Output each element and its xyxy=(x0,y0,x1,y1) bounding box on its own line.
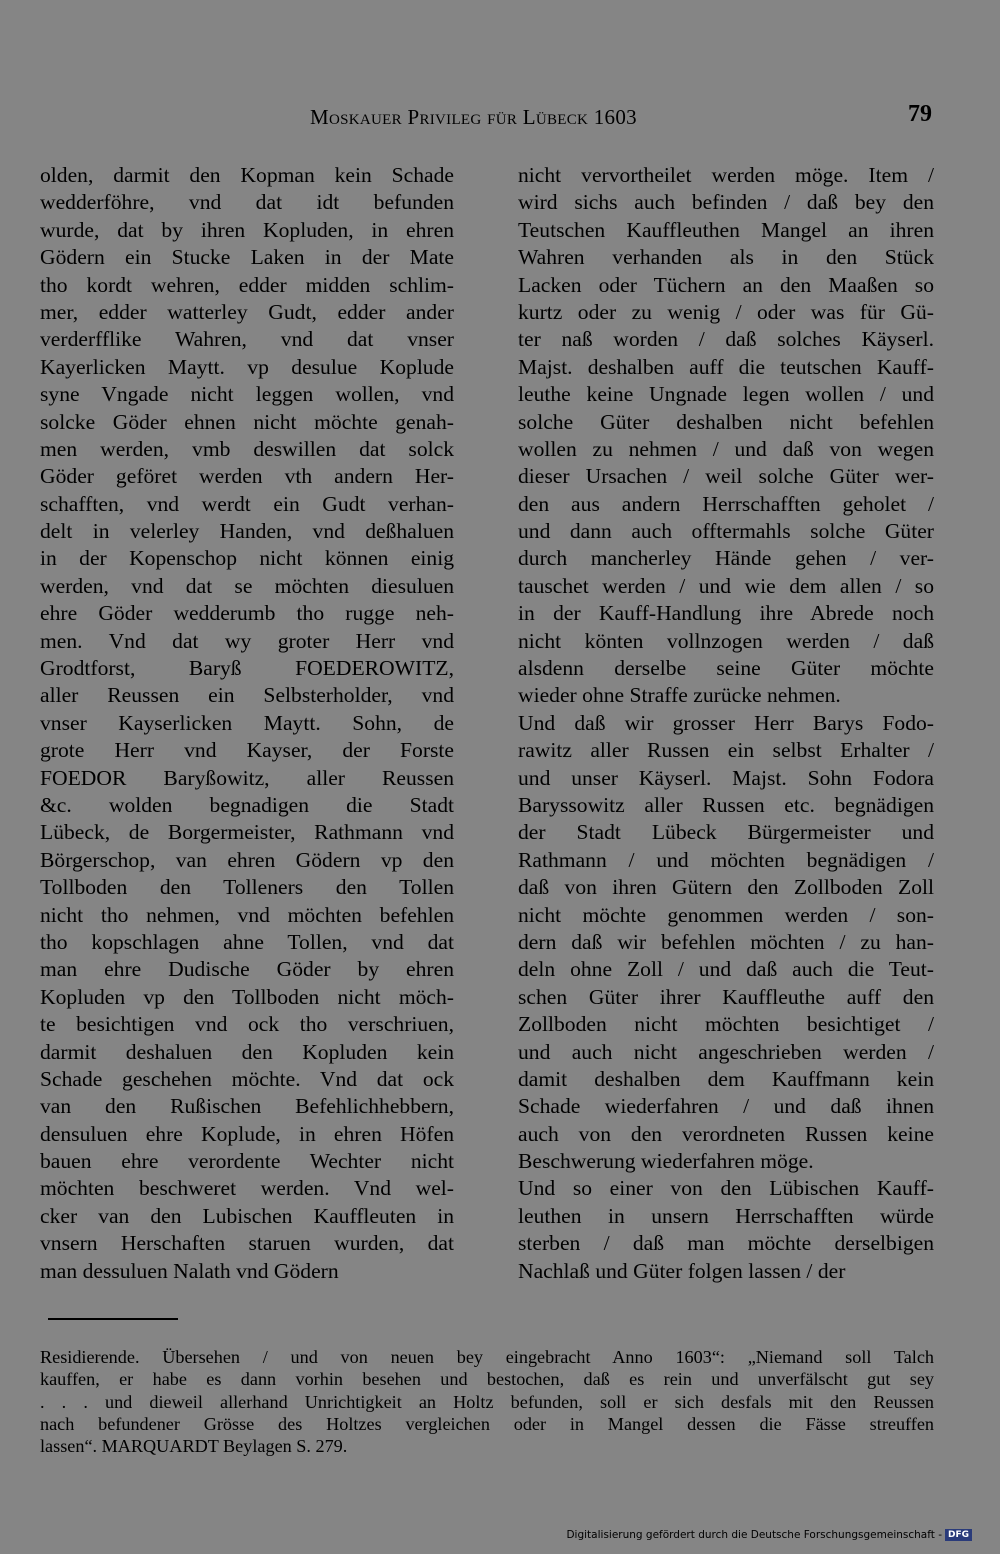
text-line: wird sichs auch befinden / daß bey den xyxy=(518,190,934,215)
text-line: solcke Göder ehnen nicht möchte genah- xyxy=(40,409,454,434)
text-line: daß von ihren Gütern den Zollboden Zoll xyxy=(518,875,934,900)
text-line: Wahren verhanden als in den Stück xyxy=(518,245,934,270)
text-line: und dann auch offtermahls solche Güter xyxy=(518,519,934,544)
text-line: wollen zu nehmen / und daß von wegen xyxy=(518,436,934,461)
text-line: Lacken oder Tüchern an den Maaßen so xyxy=(518,272,934,297)
text-line: aller Reussen ein Selbsterholder, vnd xyxy=(40,683,454,708)
text-line: van den Rußischen Befehlichhebbern, xyxy=(40,1094,454,1119)
text-line: in der Kauff-Handlung ihre Abrede noch xyxy=(518,601,934,626)
text-line: ter naß worden / daß solches Käyserl. xyxy=(518,327,934,352)
text-line: nicht möchte genommen werden / son- xyxy=(518,902,934,927)
text-line: man dessuluen Nalath vnd Gödern xyxy=(40,1258,339,1283)
text-line: deln ohne Zoll / und daß auch die Teut- xyxy=(518,957,934,982)
text-line: alsdenn derselbe seine Güter möchte xyxy=(518,656,934,681)
dfg-logo: DFG xyxy=(945,1529,972,1541)
text-line: und unser Käyserl. Majst. Sohn Fodora xyxy=(518,765,934,790)
text-line: kurtz oder zu wenig / oder was für Gü- xyxy=(518,299,934,324)
text-line: Und daß wir grosser Herr Barys Fodo- xyxy=(518,710,934,735)
text-line: wurde, dat by ihren Kopluden, in ehren xyxy=(40,217,454,242)
text-line: tauschet werden / und wie dem allen / so xyxy=(518,573,934,598)
text-line: olden, darmit den Kopman kein Schade xyxy=(40,163,454,187)
text-line: tho kopschlagen ahne Tollen, vnd dat xyxy=(40,929,454,954)
text-line: ehre Göder wedderumb tho rugge neh- xyxy=(40,601,454,626)
text-line: werden, vnd dat se möchten diesuluen xyxy=(40,573,454,598)
text-line: FOEDOR Baryßowitz, aller Reussen xyxy=(40,765,454,790)
footnote-line: nach befundener Grösse des Holtzes vergleichen oder in Mangel dessen die Fässe streuffen xyxy=(40,1413,934,1434)
text-line: Börgerschop, van ehren Gödern vp den xyxy=(40,847,454,872)
text-line: men werden, vmb deswillen dat solck xyxy=(40,436,454,461)
left-column xyxy=(40,162,454,1285)
text-line: Lübeck, de Borgermeister, Rathmann vnd xyxy=(40,820,454,845)
text-line: vnser Kayserlicken Maytt. Sohn, de xyxy=(40,710,454,735)
text-line: rawitz aller Russen ein selbst Erhalter / xyxy=(518,738,934,763)
text-line: densuluen ehre Koplude, in ehren Höfen xyxy=(40,1121,454,1146)
text-line: auch von den verordneten Russen keine xyxy=(518,1121,934,1146)
text-line: Tollboden den Tolleners den Tollen xyxy=(40,875,454,900)
text-line: Gödern ein Stucke Laken in der Mate xyxy=(40,245,454,270)
text-line: in der Kopenschop nicht können einig xyxy=(40,546,454,571)
text-line: leuthe keine Ungnade legen wollen / und xyxy=(518,382,934,407)
text-line: darmit deshaluen den Kopluden kein xyxy=(40,1039,454,1064)
footnote xyxy=(40,1346,934,1457)
text-line: tho kordt wehren, edder midden schlim- xyxy=(40,272,454,297)
text-line: Schade geschehen möchte. Vnd dat ock xyxy=(40,1066,454,1091)
running-title: Moskauer Privileg für Lübeck 1603 xyxy=(310,105,637,129)
text-line: Kayerlicken Maytt. vp desulue Koplude xyxy=(40,354,454,379)
text-line: Baryssowitz aller Russen etc. begnädigen xyxy=(518,792,934,817)
footnote-line: . . . und dieweil allerhand Unrichtigkeit an Holtz befunden, soll er sich desfals mit den Reussen xyxy=(40,1391,934,1412)
text-line: Rathmann / und möchten begnädigen / xyxy=(518,847,934,872)
text-line: Beschwerung wiederfahren möge. xyxy=(518,1149,814,1174)
credit-text: Digitalisierung gefördert durch die Deutsche Forschungsgemeinschaft - xyxy=(566,1529,942,1541)
text-line: möchten beschweret werden. Vnd wel- xyxy=(40,1176,454,1201)
text-line: Göder geföret werden vth andern Her- xyxy=(40,464,454,489)
text-line: der Stadt Lübeck Bürgermeister und xyxy=(518,820,934,845)
text-line: Nachlaß und Güter folgen lassen / der xyxy=(518,1258,846,1283)
text-line: man ehre Dudische Göder by ehren xyxy=(40,957,454,982)
text-line: te besichtigen vnd ock tho verschriuen, xyxy=(40,1012,454,1037)
text-line: verderfflike Wahren, vnd dat vnser xyxy=(40,327,454,352)
text-line: vnsern Herschaften staruen wurden, dat xyxy=(40,1231,454,1256)
footnote-rule xyxy=(48,1318,178,1320)
footnote-line: lassen“. MARQUARDT Beylagen S. 279. xyxy=(40,1436,348,1457)
footnote-line: kauffen, er habe es dann vorhin besehen und bestochen, daß es rein und unverfälscht gut sey xyxy=(40,1369,934,1390)
text-line: schen Güter ihrer Kauffleuthe auff den xyxy=(518,984,934,1009)
text-line: Zollboden nicht möchten besichtiget / xyxy=(518,1012,934,1037)
text-line: dieser Ursachen / weil solche Güter wer- xyxy=(518,464,934,489)
text-line: leuthen in unsern Herrschafften würde xyxy=(518,1203,934,1228)
text-line: Majst. deshalben auff die teutschen Kauff- xyxy=(518,354,934,379)
right-column xyxy=(518,162,934,1285)
text-line: damit deshalben dem Kauffmann kein xyxy=(518,1066,934,1091)
running-header xyxy=(40,101,932,133)
text-line: Schade wiederfahren / und daß ihnen xyxy=(518,1094,934,1119)
text-line: nicht könten vollnzogen werden / daß xyxy=(518,628,934,653)
text-line: schafften, vnd werdt ein Gudt verhan- xyxy=(40,491,454,516)
text-line: &c. wolden begnadigen die Stadt xyxy=(40,792,454,817)
text-line: men. Vnd dat wy groter Herr vnd xyxy=(40,628,454,653)
page-number: 79 xyxy=(908,101,932,127)
footnote-line: Residierende. Übersehen / und von neuen bey eingebracht Anno 1603“: „Niemand soll Talch xyxy=(40,1347,934,1367)
text-line: und auch nicht angeschrieben werden / xyxy=(518,1039,934,1064)
text-line: Kopluden vp den Tollboden nicht möch- xyxy=(40,984,454,1009)
text-line: grote Herr vnd Kayser, der Forste xyxy=(40,738,454,763)
text-line: Grodtforst, Baryß FOEDEROWITZ, xyxy=(40,656,454,681)
text-line: cker van den Lubischen Kauffleuten in xyxy=(40,1203,454,1228)
text-line: bauen ehre verordente Wechter nicht xyxy=(40,1149,454,1174)
text-line: durch mancherley Hände gehen / ver- xyxy=(518,546,934,571)
text-line: mer, edder watterley Gudt, edder ander xyxy=(40,299,454,324)
text-line: Teutschen Kauffleuthen Mangel an ihren xyxy=(518,217,934,242)
text-line: Und so einer von den Lübischen Kauff- xyxy=(518,1176,934,1201)
text-line: solche Güter deshalben nicht befehlen xyxy=(518,409,934,434)
text-line: syne Vngade nicht leggen wollen, vnd xyxy=(40,382,454,407)
text-line: wieder ohne Straffe zurücke nehmen. xyxy=(518,683,841,708)
text-line: sterben / daß man möchte derselbigen xyxy=(518,1231,934,1256)
text-line: nicht tho nehmen, vnd möchten befehlen xyxy=(40,902,454,927)
text-line: nicht vervortheilet werden möge. Item / xyxy=(518,163,934,187)
text-line: delt in velerley Handen, vnd deßhaluen xyxy=(40,519,454,544)
digitization-credit xyxy=(566,1529,972,1541)
text-line: wedderföhre, vnd dat idt befunden xyxy=(40,190,454,215)
text-line: den aus andern Herrschafften geholet / xyxy=(518,491,934,516)
text-line: dern daß wir befehlen möchten / zu han- xyxy=(518,929,934,954)
